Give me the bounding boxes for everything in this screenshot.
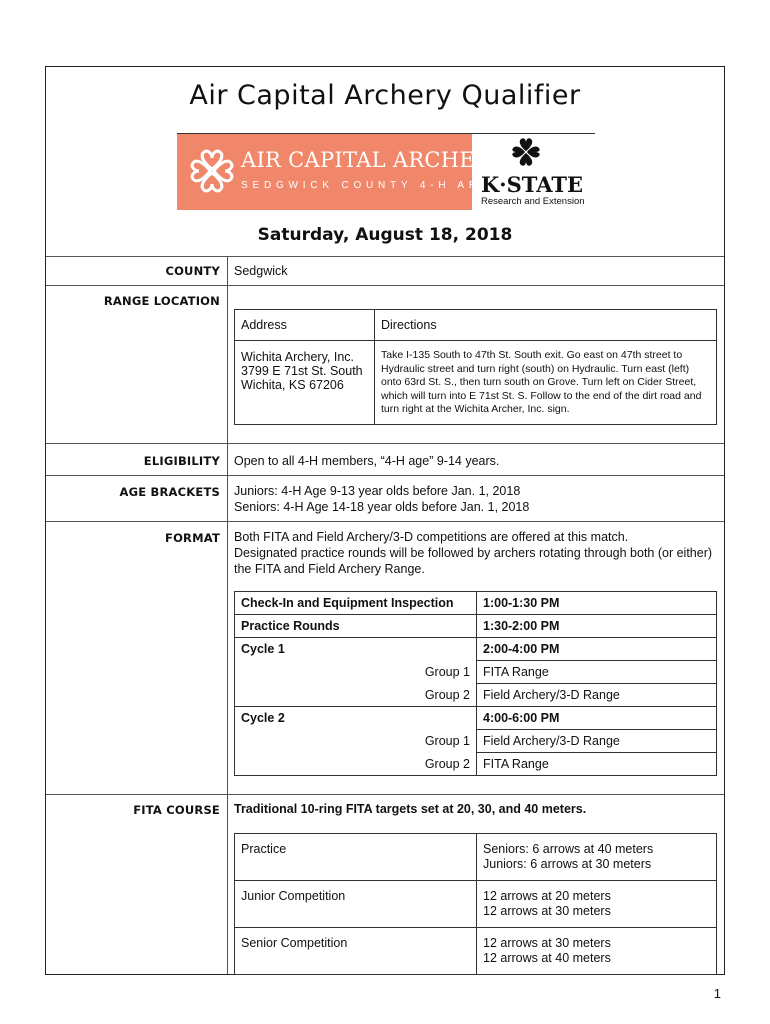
- group-label: Group 1: [235, 730, 477, 753]
- schedule-item: Cycle 1: [235, 638, 477, 661]
- org-subtitle: SEDGWICK COUNTY 4-H ARCHERY: [241, 180, 540, 191]
- page-title: Air Capital Archery Qualifier: [189, 80, 581, 111]
- banner: [177, 133, 595, 209]
- divider: [46, 521, 724, 522]
- format-label: FORMAT: [165, 531, 220, 545]
- eligibility-value: Open to all 4-H members, “4-H age” 9-14 years.: [234, 454, 500, 468]
- page-number: 1: [713, 986, 721, 1001]
- schedule-item: Practice Rounds: [235, 615, 477, 638]
- fita-detail-line: 12 arrows at 30 meters: [483, 904, 611, 918]
- fita-intro: Traditional 10-ring FITA targets set at 20, 30, and 40 meters.: [234, 802, 587, 816]
- schedule-item: Check-In and Equipment Inspection: [235, 592, 477, 615]
- divider: [46, 443, 724, 444]
- schedule-table: [234, 591, 717, 776]
- schedule-time: 1:00-1:30 PM: [477, 592, 717, 615]
- group-label: Group 2: [235, 684, 477, 707]
- kstate-logo: [475, 134, 595, 210]
- age-brackets-label: AGE BRACKETS: [119, 485, 220, 499]
- directions-header: Directions: [375, 310, 717, 341]
- group-range: Field Archery/3-D Range: [477, 684, 717, 707]
- group-range: Field Archery/3-D Range: [477, 730, 717, 753]
- eligibility-label: ELIGIBILITY: [143, 454, 220, 468]
- address-cell: [235, 341, 375, 425]
- fita-detail-line: 12 arrows at 30 meters: [483, 936, 611, 950]
- age-bracket-line: Juniors: 4-H Age 9-13 year olds before Jan. 1, 2018: [234, 484, 521, 498]
- divider: [46, 794, 724, 795]
- group-range: FITA Range: [477, 661, 717, 684]
- format-line: the FITA and Field Archery Range.: [234, 562, 425, 576]
- divider: [46, 285, 724, 286]
- address-line: 3799 E 71st St. South: [241, 364, 363, 378]
- address-line: Wichita, KS 67206: [241, 378, 344, 392]
- county-value: Sedgwick: [234, 264, 288, 278]
- fita-table: [234, 833, 717, 975]
- fita-row-name: Senior Competition: [235, 928, 477, 975]
- divider: [46, 475, 724, 476]
- four-h-clover-icon: [507, 136, 545, 168]
- range-location-table: [234, 309, 717, 425]
- schedule-time: 2:00-4:00 PM: [477, 638, 717, 661]
- org-name: AIR CAPITAL ARCHERS: [241, 148, 506, 172]
- county-label: COUNTY: [165, 264, 220, 278]
- university-subtitle: Research and Extension: [481, 196, 585, 207]
- schedule-time: 4:00-6:00 PM: [477, 707, 717, 730]
- format-description: [234, 529, 712, 577]
- age-bracket-line: Seniors: 4-H Age 14-18 year olds before Jan. 1, 2018: [234, 500, 530, 514]
- schedule-item: Cycle 2: [235, 707, 477, 730]
- directions-cell: Take I-135 South to 47th St. South exit. Go east on 47th street to Hydraulic street and turn right (south) on Hydraulic. Turn east (left) onto 63rd St. S., then turn south on Grove. Turn left on Cider Street, which will turn into E 71st St. S. Follow to the end of the dirt road and turn right at the Wichita Archer, Inc. sign.: [375, 341, 717, 425]
- fita-row-name: Junior Competition: [235, 881, 477, 928]
- event-date: Saturday, August 18, 2018: [257, 225, 513, 245]
- format-line: Designated practice rounds will be followed by archers rotating through both (or either): [234, 546, 713, 560]
- fita-row-detail: [477, 834, 717, 881]
- fita-row-detail: [477, 928, 717, 975]
- four-h-clover-icon: [187, 146, 237, 196]
- fita-course-label: FITA COURSE: [133, 803, 220, 817]
- fita-detail-line: Juniors: 6 arrows at 30 meters: [483, 857, 652, 871]
- address-line: Wichita Archery, Inc.: [241, 350, 354, 364]
- university-name: K·STATE: [481, 172, 583, 197]
- fita-detail-line: 12 arrows at 40 meters: [483, 951, 611, 965]
- document-page: [45, 66, 725, 975]
- fita-row-detail: [477, 881, 717, 928]
- age-brackets-value: [234, 483, 529, 515]
- schedule-time: 1:30-2:00 PM: [477, 615, 717, 638]
- fita-detail-line: Seniors: 6 arrows at 40 meters: [483, 842, 654, 856]
- group-label: Group 2: [235, 753, 477, 776]
- divider: [46, 256, 724, 257]
- group-range: FITA Range: [477, 753, 717, 776]
- format-line: Both FITA and Field Archery/3-D competitions are offered at this match.: [234, 530, 629, 544]
- column-divider: [227, 256, 228, 974]
- range-location-label: RANGE LOCATION: [103, 294, 220, 308]
- group-label: Group 1: [235, 661, 477, 684]
- address-header: Address: [235, 310, 375, 341]
- fita-detail-line: 12 arrows at 20 meters: [483, 889, 611, 903]
- fita-row-name: Practice: [235, 834, 477, 881]
